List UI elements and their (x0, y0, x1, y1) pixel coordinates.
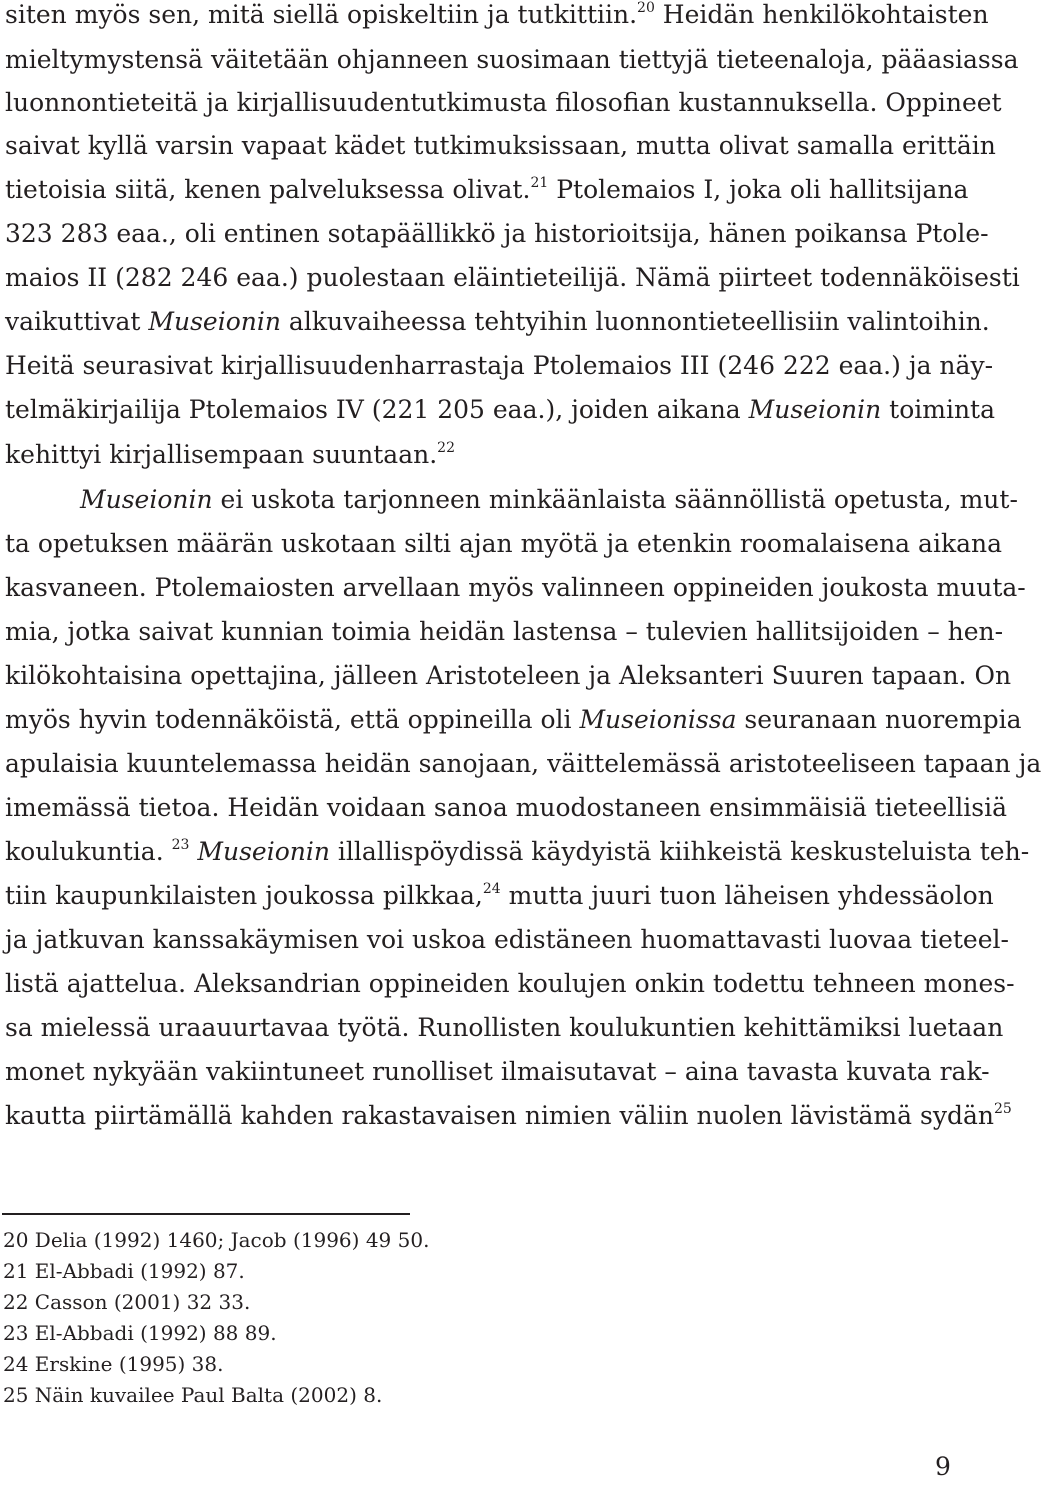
body-line (5, 749, 1041, 779)
text-run: kehittyi kirjallisempaan suuntaan. (5, 440, 438, 469)
body-line (5, 1057, 990, 1087)
text-run: saivat kyllä varsin vapaat kädet tutkimuksissaan, mutta olivat samalla erittäin (5, 131, 996, 160)
footnote: 25 Näin kuvailee Paul Balta (2002) 8. (3, 1383, 383, 1407)
body-line (5, 925, 1009, 955)
italic-term: Museionin (197, 837, 330, 866)
italic-term: Museionin (80, 485, 213, 514)
body-line (5, 793, 1008, 823)
text-run: listä ajattelua. Aleksandrian oppineiden koulujen onkin todettu tehneen mones- (5, 969, 1015, 998)
body-line (5, 0, 989, 30)
text-run: kilökohtaisina opettajina, jälleen Aristoteleen ja Aleksanteri Suuren tapaan. On (5, 661, 1012, 690)
text-run: monet nykyään vakiintuneet runolliset ilmaisutavat – aina tavasta kuvata rak- (5, 1057, 990, 1086)
page-number: 9 (935, 1452, 951, 1481)
body-line (5, 969, 1015, 999)
body-line (5, 705, 1022, 735)
text-run: tietoisia siitä, kenen palveluksessa olivat. (5, 175, 531, 204)
text-run: ei uskota tarjonneen minkäänlaista säännöllistä opetusta, mut- (212, 485, 1018, 514)
text-run: maios II (282 246 eaa.) puolestaan eläintieteilijä. Nämä piirteet todennäköisesti (5, 263, 1020, 292)
text-run: seuranaan nuorempia (736, 705, 1022, 734)
footnote-ref: 24 (482, 881, 501, 897)
body-line (5, 263, 1020, 293)
text-run: luonnontieteitä ja kirjallisuudentutkimusta filosofian kustannuksella. Oppineet (5, 88, 1002, 117)
footnote: 23 El-Abbadi (1992) 88 89. (3, 1321, 277, 1345)
body-line (5, 175, 969, 205)
text-run: toiminta (881, 395, 996, 424)
text-run: tiin kaupunkilaisten joukossa pilkkaa, (5, 881, 483, 910)
body-line (5, 307, 990, 337)
footnote-ref: 20 (637, 0, 655, 16)
text-run: 323 283 eaa., oli entinen sotapäällikkö ja historioitsija, hänen poikansa Ptole- (5, 219, 989, 248)
body-line (5, 1101, 1012, 1131)
body-line (5, 529, 1002, 559)
body-line (5, 837, 1030, 867)
italic-term: Museionin (148, 307, 281, 336)
text-run: vaikuttivat (5, 307, 149, 336)
body-line (5, 351, 994, 381)
body-line (5, 88, 1002, 118)
body-line (5, 45, 1019, 75)
text-run: imemässä tietoa. Heidän voidaan sanoa muodostaneen ensimmäisiä tieteellisiä (5, 793, 1008, 822)
text-run: mia, jotka saivat kunnian toimia heidän lastensa – tulevien hallitsijoiden – hen- (5, 617, 1004, 646)
footnote: 24 Erskine (1995) 38. (3, 1352, 224, 1376)
footnote-ref: 25 (993, 1101, 1012, 1117)
text-run: koulukuntia. (5, 837, 172, 866)
body-line (80, 485, 1018, 515)
footnote: 21 El-Abbadi (1992) 87. (3, 1259, 245, 1283)
text-run: kautta piirtämällä kahden rakastavaisen nimien väliin nuolen lävistämä sydän (5, 1101, 994, 1130)
text-run: myös hyvin todennäköistä, että oppineilla oli (5, 705, 580, 734)
footnote-ref: 22 (437, 440, 455, 456)
text-run: kasvaneen. Ptolemaiosten arvellaan myös valinneen oppineiden joukosta muuta- (5, 573, 1026, 602)
body-line (5, 1013, 1004, 1043)
text-run: illallispöydissä käydyistä kiihkeistä keskusteluista teh- (329, 837, 1030, 866)
footnote-rule (2, 1213, 410, 1215)
text-run: sa mielessä uraauurtavaa työtä. Runollisten koulukuntien kehittämiksi luetaan (5, 1013, 1004, 1042)
text-run: Ptolemaios I, joka oli hallitsijana (548, 175, 969, 204)
text-run: ta opetuksen määrän uskotaan silti ajan myötä ja etenkin roomalaisena aikana (5, 529, 1002, 558)
body-line (5, 617, 1004, 647)
text-run: apulaisia kuuntelemassa heidän sanojaan, väittelemässä aristoteeliseen tapaan ja (5, 749, 1041, 778)
footnote-ref: 21 (530, 175, 549, 191)
body-line (5, 573, 1026, 603)
body-line (5, 881, 994, 911)
footnote: 20 Delia (1992) 1460; Jacob (1996) 49 50. (3, 1228, 430, 1252)
text-run: ja jatkuvan kanssakäymisen voi uskoa edistäneen huomattavasti luovaa tieteel- (5, 925, 1009, 954)
body-line (5, 661, 1012, 691)
footnote: 22 Casson (2001) 32 33. (3, 1290, 251, 1314)
text-run: Heitä seurasivat kirjallisuudenharrastaja Ptolemaios III (246 222 eaa.) ja näy- (5, 351, 994, 380)
footnote-ref: 23 (171, 837, 190, 853)
italic-term: Museionin (748, 395, 882, 424)
text-run: telmäkirjailija Ptolemaios IV (221 205 eaa.), joiden aikana (5, 395, 749, 424)
body-line (5, 395, 996, 425)
text-run: Heidän henkilökohtaisten (654, 0, 989, 29)
text-run: mutta juuri tuon läheisen yhdessäolon (500, 881, 994, 910)
text-run: mieltymystensä väitetään ohjanneen suosimaan tiettyjä tieteenaloja, pääasiassa (5, 45, 1019, 74)
body-line (5, 440, 923, 470)
text-run: alkuvaiheessa tehtyihin luonnontieteellisiin valintoihin. (280, 307, 990, 336)
body-line (5, 219, 989, 249)
text-run: siten myös sen, mitä siellä opiskeltiin ja tutkittiin. (5, 0, 638, 29)
italic-term: Museionissa (579, 705, 737, 734)
body-line (5, 131, 996, 161)
